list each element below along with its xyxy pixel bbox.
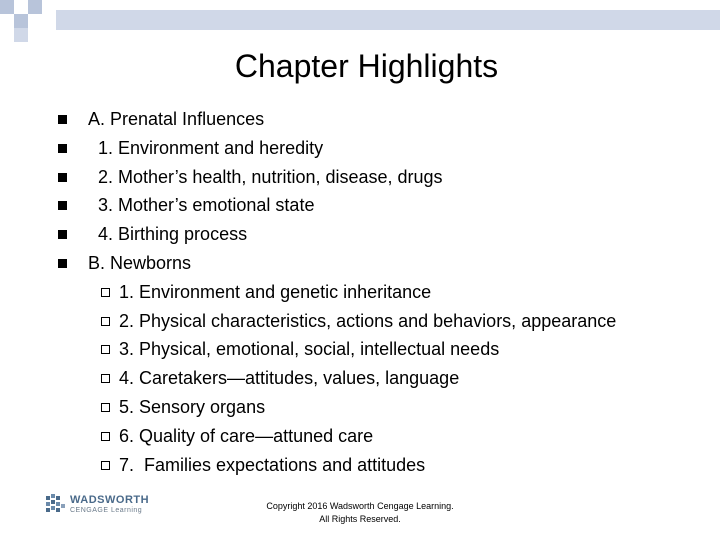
copyright-line-1: Copyright 2016 Wadsworth Cengage Learning. bbox=[266, 501, 454, 511]
hollow-square-bullet-icon bbox=[101, 345, 110, 354]
bullet-item-level2: 6. Quality of care—attuned care bbox=[119, 425, 374, 446]
deco-block bbox=[14, 14, 28, 28]
bullet-item-level1: 4. Birthing process bbox=[88, 224, 248, 245]
square-bullet-icon bbox=[58, 144, 67, 153]
hollow-square-bullet-icon bbox=[101, 403, 110, 412]
deco-bar bbox=[56, 10, 720, 30]
hollow-square-bullet-icon bbox=[101, 317, 110, 326]
bullet-item-level1: A. Prenatal Influences bbox=[88, 109, 265, 129]
square-bullet-icon bbox=[58, 230, 67, 239]
deco-block bbox=[0, 0, 14, 14]
deco-block bbox=[28, 14, 42, 28]
bullet-item-level2: 5. Sensory organs bbox=[119, 397, 266, 417]
square-bullet-icon bbox=[58, 259, 67, 268]
hollow-square-bullet-icon bbox=[101, 288, 110, 297]
bullet-item-level2: 1. Environment and genetic inheritance bbox=[119, 281, 432, 302]
wadsworth-logo-icon bbox=[46, 494, 66, 516]
deco-block bbox=[14, 0, 28, 14]
copyright-notice bbox=[250, 500, 470, 526]
bullet-item-level2: 3. Physical, emotional, social, intellectual needs bbox=[119, 339, 500, 360]
publisher-logo bbox=[46, 492, 156, 522]
deco-block bbox=[14, 28, 28, 42]
bullet-item-level2: 2. Physical characteristics, actions and behaviors, appearance bbox=[119, 310, 617, 331]
deco-block bbox=[28, 0, 42, 14]
square-bullet-icon bbox=[58, 173, 67, 182]
logo-text-cengage: CENGAGE Learning bbox=[70, 507, 143, 514]
bullet-item-level1: 3. Mother’s emotional state bbox=[88, 195, 315, 216]
copyright-line-2: All Rights Reserved. bbox=[319, 514, 401, 524]
deco-block bbox=[42, 0, 56, 14]
square-bullet-icon bbox=[58, 201, 67, 210]
hollow-square-bullet-icon bbox=[101, 461, 110, 470]
bullet-item-level1: 2. Mother’s health, nutrition, disease, drugs bbox=[88, 166, 443, 187]
hollow-square-bullet-icon bbox=[101, 374, 110, 383]
deco-block bbox=[0, 14, 14, 28]
hollow-square-bullet-icon bbox=[101, 432, 110, 441]
bullet-item-level2: 4. Caretakers—attitudes, values, language bbox=[119, 368, 460, 389]
bullet-item-level2: 7. Families expectations and attitudes bbox=[119, 454, 426, 475]
header-decoration bbox=[0, 0, 720, 40]
square-bullet-icon bbox=[58, 115, 67, 124]
bullet-item-level1: B. Newborns bbox=[88, 253, 192, 273]
logo-text-wadsworth: WADSWORTH bbox=[70, 494, 150, 506]
slide-title: Chapter Highlights bbox=[234, 48, 499, 84]
bullet-item-level1: 1. Environment and heredity bbox=[88, 137, 324, 158]
